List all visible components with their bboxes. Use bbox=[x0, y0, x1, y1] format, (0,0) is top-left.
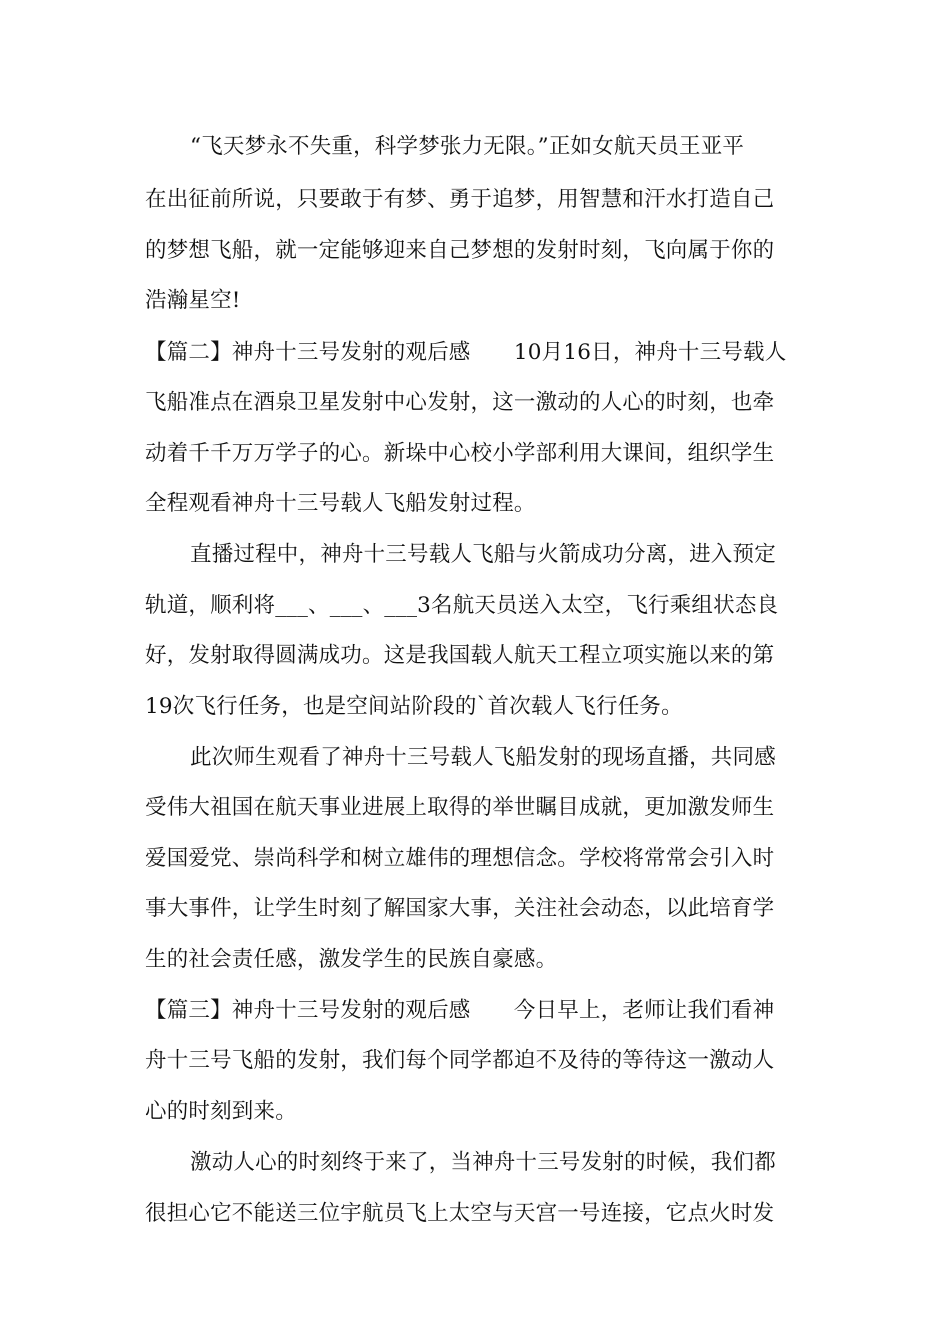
text-line: 轨道，顺利将___、___、___3名航天员送入太空，飞行乘组状态良 bbox=[145, 593, 779, 618]
text-line: 动着千千万万学子的心。新垛中心校小学部利用大课间，组织学生 bbox=[145, 441, 775, 466]
text-line: 很担心它不能送三位宇航员飞上太空与天宫一号连接，它点火时发 bbox=[145, 1201, 775, 1226]
section-heading-line: 【篇三】神舟十三号发射的观后感 今日早上，老师让我们看神 bbox=[145, 998, 775, 1023]
text-line: 飞船准点在酒泉卫星发射中心发射，这一激动的人心的时刻，也牵 bbox=[145, 390, 775, 415]
text-line: 事大事件，让学生时刻了解国家大事，关注社会动态，以此培育学 bbox=[145, 896, 775, 921]
text-line: 生的社会责任感，激发学生的民族自豪感。 bbox=[145, 947, 558, 972]
text-line: 心的时刻到来。 bbox=[145, 1099, 297, 1124]
text-line: 直播过程中，神舟十三号载人飞船与火箭成功分离，进入预定 bbox=[190, 542, 776, 567]
text-line: 浩瀚星空! bbox=[145, 288, 241, 313]
text-line: 在出征前所说，只要敢于有梦、勇于追梦，用智慧和汗水打造自己 bbox=[145, 187, 775, 212]
text-line: 激动人心的时刻终于来了，当神舟十三号发射的时候，我们都 bbox=[190, 1150, 776, 1175]
text-line: 受伟大祖国在航天事业进展上取得的举世瞩目成就，更加激发师生 bbox=[145, 795, 775, 820]
text-line: 全程观看神舟十三号载人飞船发射过程。 bbox=[145, 491, 536, 516]
section-heading-line: 【篇二】神舟十三号发射的观后感 10月16日，神舟十三号载人 bbox=[145, 340, 787, 365]
text-line: 舟十三号飞船的发射，我们每个同学都迫不及待的等待这一激动人 bbox=[145, 1048, 775, 1073]
text-line: 的梦想飞船，就一定能够迎来自己梦想的发射时刻，飞向属于你的 bbox=[145, 238, 775, 263]
text-line: 爱国爱党、崇尚科学和树立雄伟的理想信念。学校将常常会引入时 bbox=[145, 846, 775, 871]
text-line: 好，发射取得圆满成功。这是我国载人航天工程立项实施以来的第 bbox=[145, 643, 775, 668]
text-line: “飞天梦永不失重，科学梦张力无限。”正如女航天员王亚平 bbox=[190, 134, 745, 159]
text-line: 此次师生观看了神舟十三号载人飞船发射的现场直播，共同感 bbox=[190, 745, 776, 770]
text-line: 19次飞行任务，也是空间站阶段的`首次载人飞行任务。 bbox=[145, 694, 683, 719]
